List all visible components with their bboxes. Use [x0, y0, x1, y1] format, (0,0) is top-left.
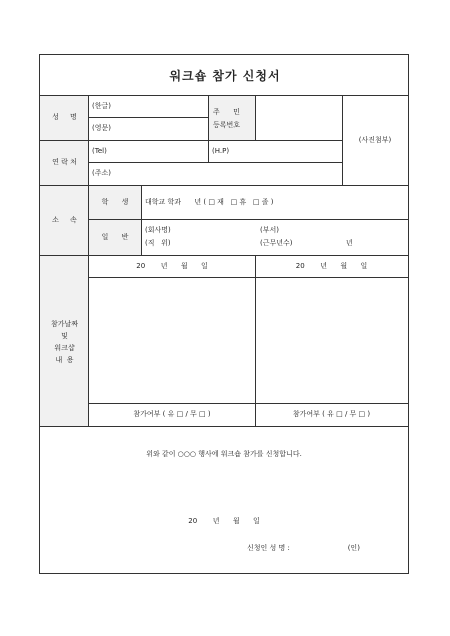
- name-korean-field[interactable]: (한글): [92, 102, 111, 110]
- rule-affiliation-mid: [89, 219, 408, 220]
- application-statement: 위와 같이 ○○○ 행사에 워크숍 참가를 신청합니다.: [146, 450, 302, 458]
- applicant-signature-field[interactable]: 신청인 성 명 : (인): [247, 544, 360, 552]
- rule-name-mid: [89, 117, 208, 118]
- name-label: 성 명: [52, 113, 77, 121]
- name-english-field[interactable]: (영문): [92, 124, 111, 132]
- rule-attend-top: [89, 403, 408, 404]
- position-field[interactable]: (직 위): [145, 239, 171, 247]
- mobile-field[interactable]: (H.P): [212, 147, 230, 155]
- rule-table-bottom: [40, 426, 408, 427]
- rule-name-bottom: [40, 140, 342, 141]
- label-column: [40, 96, 89, 427]
- general-label: 일 반: [101, 233, 129, 241]
- attend-left-field[interactable]: 참가여부 ( 유 □ / 무 □ ): [133, 410, 211, 418]
- affiliation-sublabel-cell: [89, 186, 141, 255]
- details-label: 참가날짜 및 워크샵 내 용: [50, 320, 79, 364]
- rule-sublabel-right: [141, 185, 142, 255]
- years-field[interactable]: (근무년수) 년: [260, 239, 353, 247]
- rule-dates-bottom: [89, 277, 408, 278]
- student-field[interactable]: 대학교 학과 년 ( □ 재 □ 휴 □ 졸 ): [145, 198, 274, 206]
- rule-resident-right: [255, 95, 256, 140]
- student-label: 학 생: [101, 198, 129, 206]
- rule-name-right: [208, 95, 209, 140]
- signature-date-field[interactable]: 20 년 월 일: [188, 517, 260, 525]
- application-form: [39, 54, 409, 574]
- form-title: 워크숍 참가 신청서: [169, 69, 281, 83]
- date-right-field[interactable]: 20 년 월 일: [295, 262, 368, 270]
- tel-field[interactable]: (Tel): [92, 147, 107, 155]
- rule-contact-bottom: [40, 185, 408, 186]
- rule-title-bottom: [40, 95, 408, 96]
- rule-label-column: [88, 95, 89, 426]
- contact-label: 연 락 처: [52, 158, 77, 166]
- resident-number-label: 주 민 등록번호: [213, 108, 241, 129]
- address-field[interactable]: (주소): [92, 169, 111, 177]
- affiliation-label: 소 속: [52, 216, 77, 224]
- rule-affiliation-bottom: [40, 255, 408, 256]
- department-field[interactable]: (부서): [260, 226, 279, 234]
- photo-placeholder[interactable]: (사진첨부): [358, 136, 392, 144]
- date-left-field[interactable]: 20 년 월 일: [136, 262, 208, 270]
- rule-contact-mid: [89, 162, 342, 163]
- rule-tel-right: [208, 140, 209, 162]
- company-field[interactable]: (회사명): [145, 226, 171, 234]
- rule-schedule-mid: [255, 255, 256, 426]
- attend-right-field[interactable]: 참가여부 ( 유 □ / 무 □ ): [292, 410, 371, 418]
